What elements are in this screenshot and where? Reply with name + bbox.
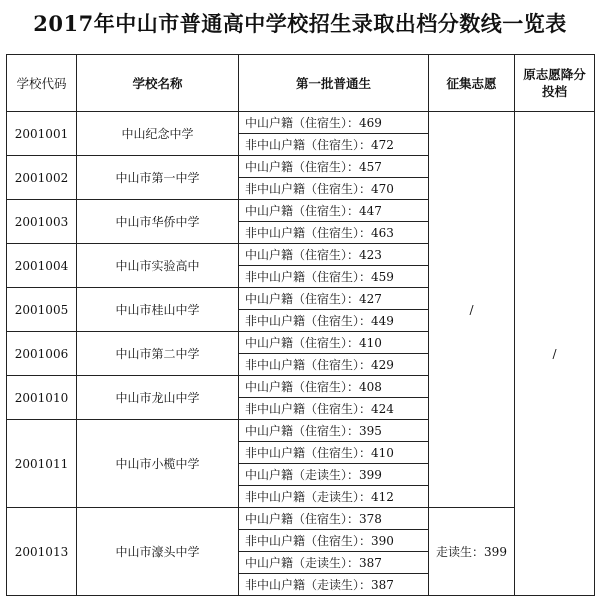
page-title: 2017年中山市普通高中学校招生录取出档分数线一览表	[33, 11, 567, 36]
table-row	[7, 112, 595, 134]
cutoff-score: 非中山户籍（住宿生）：470	[239, 178, 429, 200]
cutoff-score: 非中山户籍（走读生）：387	[239, 574, 429, 596]
header-downgrade: 原志愿降分投档	[515, 55, 595, 112]
school-code: 2001004	[7, 244, 77, 288]
cutoff-score: 非中山户籍（住宿生）：472	[239, 134, 429, 156]
cutoff-score: 中山户籍（住宿生）：469	[239, 112, 429, 134]
header-school-name: 学校名称	[77, 55, 239, 112]
supplementary-haotou: 走读生：399	[429, 508, 515, 596]
school-name: 中山市华侨中学	[77, 200, 239, 244]
school-name: 中山市第一中学	[77, 156, 239, 200]
school-name: 中山纪念中学	[77, 112, 239, 156]
supplementary-slash: /	[429, 112, 515, 508]
cutoff-score: 中山户籍（住宿生）：423	[239, 244, 429, 266]
school-name: 中山市桂山中学	[77, 288, 239, 332]
school-code: 2001005	[7, 288, 77, 332]
cutoff-score: 中山户籍（住宿生）：427	[239, 288, 429, 310]
cutoff-score: 非中山户籍（住宿生）：459	[239, 266, 429, 288]
downgrade-slash: /	[515, 112, 595, 596]
cutoff-score: 中山户籍（走读生）：399	[239, 464, 429, 486]
school-code: 2001003	[7, 200, 77, 244]
cutoff-score: 非中山户籍（住宿生）：410	[239, 442, 429, 464]
cutoff-score: 非中山户籍（住宿生）：429	[239, 354, 429, 376]
school-code: 2001013	[7, 508, 77, 596]
cutoff-score: 非中山户籍（住宿生）：449	[239, 310, 429, 332]
header-first-batch: 第一批普通生	[239, 55, 429, 112]
table-row	[7, 508, 595, 530]
school-name: 中山市濠头中学	[77, 508, 239, 596]
header-school-code: 学校代码	[7, 55, 77, 112]
table-body	[7, 112, 595, 596]
school-code: 2001002	[7, 156, 77, 200]
school-code: 2001011	[7, 420, 77, 508]
school-name: 中山市第二中学	[77, 332, 239, 376]
school-name: 中山市实验高中	[77, 244, 239, 288]
cutoff-score: 中山户籍（住宿生）：447	[239, 200, 429, 222]
cutoff-score: 中山户籍（住宿生）：378	[239, 508, 429, 530]
cutoff-score: 非中山户籍（住宿生）：390	[239, 530, 429, 552]
school-name: 中山市龙山中学	[77, 376, 239, 420]
table-header-row	[7, 55, 595, 112]
cutoff-score: 中山户籍（住宿生）：410	[239, 332, 429, 354]
cutoff-score: 非中山户籍（走读生）：412	[239, 486, 429, 508]
admission-score-table	[6, 54, 595, 596]
school-code: 2001010	[7, 376, 77, 420]
cutoff-score: 中山户籍（住宿生）：395	[239, 420, 429, 442]
cutoff-score: 中山户籍（住宿生）：457	[239, 156, 429, 178]
header-supplementary: 征集志愿	[429, 55, 515, 112]
cutoff-score: 非中山户籍（住宿生）：424	[239, 398, 429, 420]
cutoff-score: 中山户籍（走读生）：387	[239, 552, 429, 574]
school-name: 中山市小榄中学	[77, 420, 239, 508]
cutoff-score: 非中山户籍（住宿生）：463	[239, 222, 429, 244]
cutoff-score: 中山户籍（住宿生）：408	[239, 376, 429, 398]
school-code: 2001001	[7, 112, 77, 156]
school-code: 2001006	[7, 332, 77, 376]
